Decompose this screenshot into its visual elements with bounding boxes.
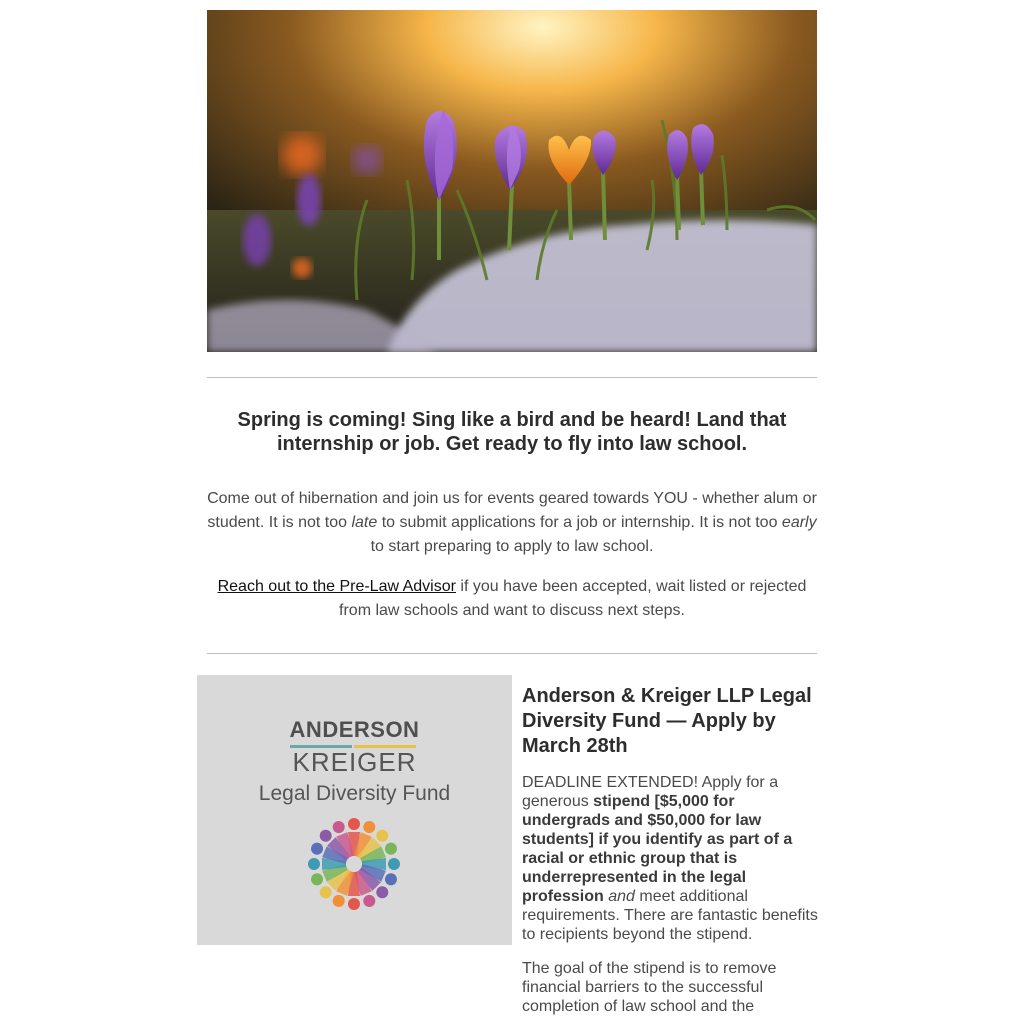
logo-line-kreiger: KREIGER	[292, 747, 417, 777]
diversity-fund-article	[522, 684, 822, 1024]
article-paragraph-1	[522, 773, 822, 944]
diversity-fund-logo	[197, 675, 512, 945]
article-stipend-highlight: stipend [$5,000 for undergrads and $50,000 for law students] if you identify as part of a racial or ethnic group that is underrepresented in the legal profession	[522, 793, 793, 905]
advisor-text: if you have been accepted, wait listed or rejected from law schools and want to discuss next steps.	[339, 578, 807, 619]
article-text: DEADLINE EXTENDED! Apply for a generous	[522, 774, 779, 810]
divider	[207, 653, 817, 654]
advisor-paragraph	[207, 575, 817, 623]
people-circle-icon	[197, 675, 512, 945]
logo-line-fund: Legal Diversity Fund	[258, 782, 451, 805]
crocus-photo-icon	[207, 10, 817, 352]
intro-emphasis-late: late	[351, 514, 378, 531]
intro-text: Come out of hibernation and join us for events geared towards YOU - whether alum or student. It is not too	[207, 490, 817, 531]
divider	[207, 377, 817, 378]
hero-image	[207, 10, 817, 352]
article-paragraph-2: The goal of the stipend is to remove financial barriers to the successful completion of law school and the	[522, 960, 777, 1015]
article-title: Anderson & Kreiger LLP Legal Diversity Fund — Apply by March 28th	[522, 685, 812, 757]
intro-emphasis-early: early	[781, 514, 817, 531]
intro-paragraph	[207, 487, 817, 559]
article-emphasis: and	[608, 888, 635, 905]
intro-text: to start preparing to apply to law school.	[370, 538, 654, 555]
logo-line-anderson: ANDERSON	[289, 717, 420, 742]
pre-law-advisor-link[interactable]: Reach out to the Pre-Law Advisor	[217, 578, 456, 595]
intro-text: to submit applications for a job or internship. It is not too	[377, 514, 782, 531]
page-headline: Spring is coming! Sing like a bird and be heard! Land that internship or job. Get ready to fly into law school.	[237, 409, 787, 455]
article-text: meet additional requirements. There are fantastic benefits to recipients beyond the stipend.	[522, 888, 818, 943]
